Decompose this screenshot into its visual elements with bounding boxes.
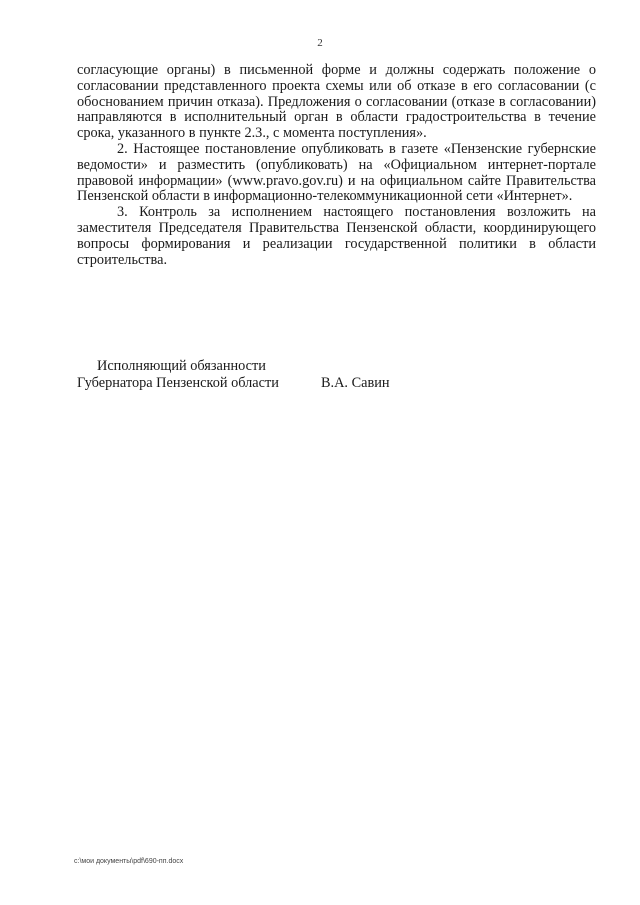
document-body [77, 63, 596, 268]
page-number: 2 [317, 37, 323, 49]
signature-row [77, 375, 596, 392]
paragraph-item-2: 2. Настоящее постановление опубликовать в газете «Пензенские губернские ведомости» и разместить (опубликовать) на «Официальном интернет-портале правовой информации» (www.pravo.gov.ru) и на официальном сайте Правительства Пензенской области в информационно-телекоммуникационной сети «Интернет». [77, 140, 596, 205]
paragraph-continuation: согласующие органы) в письменной форме и должны содержать положение о согласовании представленного проекта схемы или об отказе в его согласовании (с обоснованием причин отказа). Предложения о согласовании (отказе в согласовании) направляются в исполнительный орган в области градостроительства в течение срока, указанного в пункте 2.3., с момента поступления». [77, 62, 596, 142]
signatory-position-line-2: Губернатора Пензенской области [77, 375, 279, 391]
signature-block [77, 358, 596, 392]
file-path-footer: c:\мои документы\pdf\690-пп.docx [74, 858, 184, 865]
signatory-name: В.А. Савин [321, 375, 390, 391]
signatory-position-line-1: Исполняющий обязанности [97, 358, 266, 374]
paragraph-item-3: 3. Контроль за исполнением настоящего постановления возложить на заместителя Председателя Правительства Пензенской области, координирующего вопросы формирования и реализации государственной политики в области строительства. [77, 204, 596, 268]
